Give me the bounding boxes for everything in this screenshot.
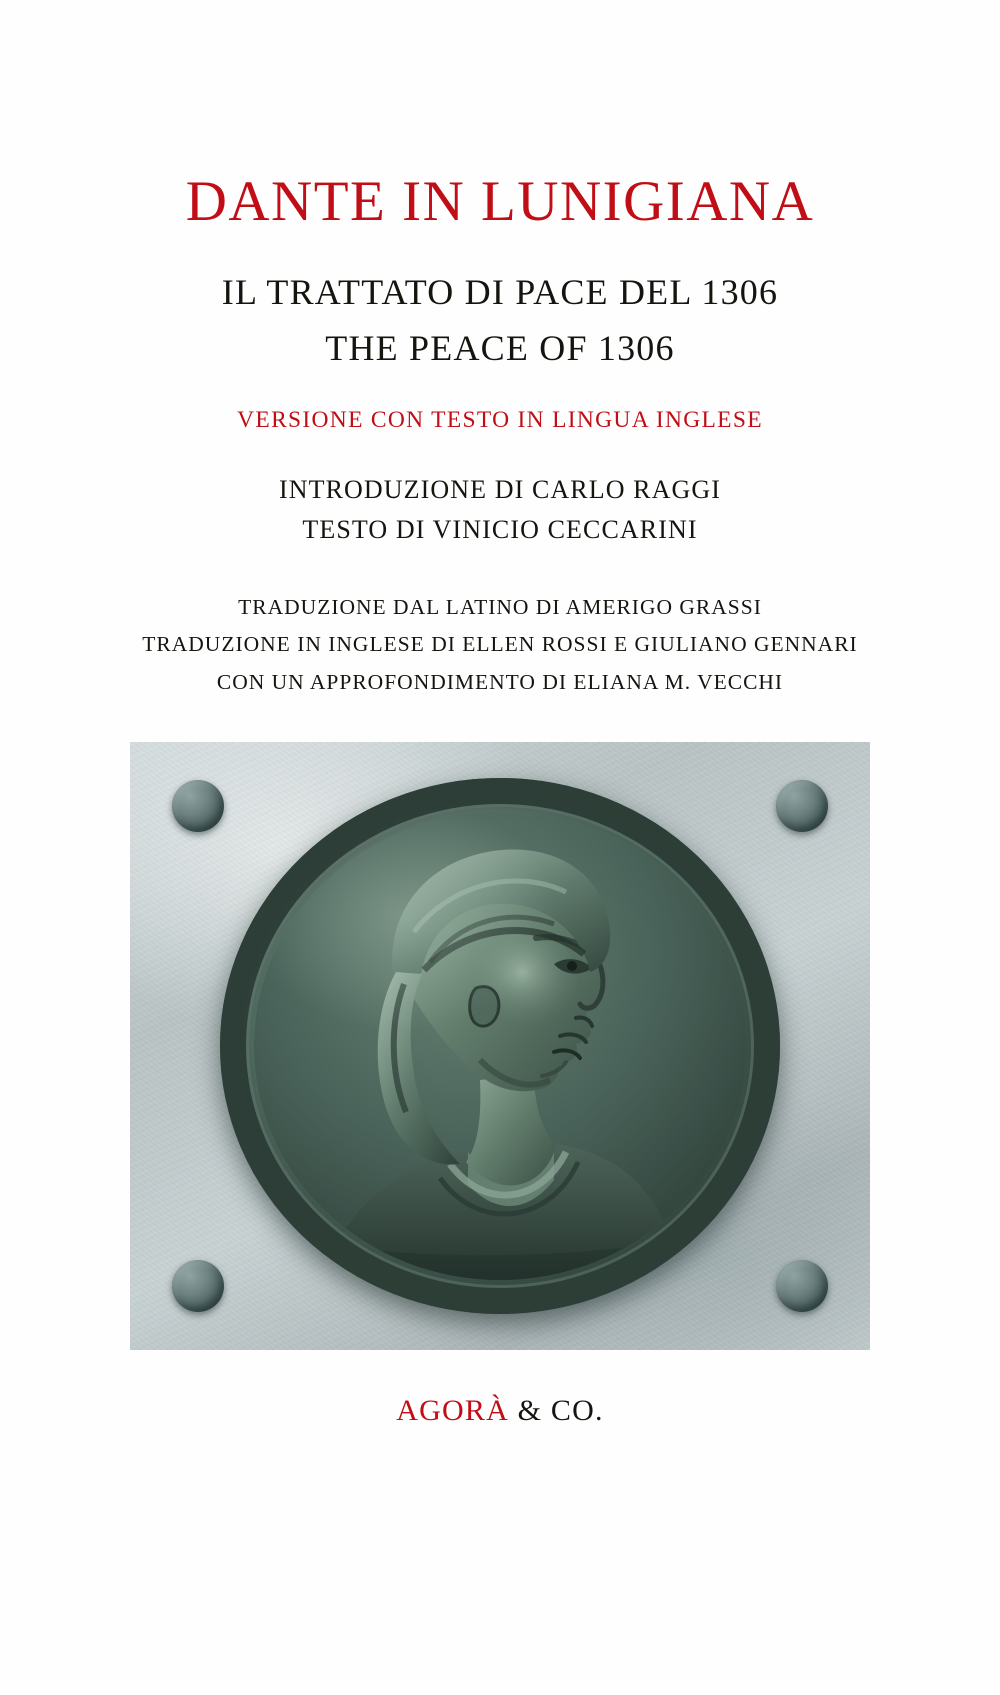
publisher-name: AGORÀ [396,1393,509,1427]
credit-english-translation: TRADUZIONE IN INGLESE DI ELLEN ROSSI E GIULIANO GENNARI [142,632,858,657]
publisher-suffix: & CO. [517,1393,604,1427]
bronze-medallion [220,778,780,1314]
cover-photo [130,742,870,1350]
edition-note: VERSIONE CON TESTO IN LINGUA INGLESE [237,407,763,434]
bolt-top-right-icon [776,780,828,832]
dante-profile-relief [254,812,746,1280]
book-title: DANTE IN LUNIGIANA [185,170,815,233]
medallion-field [254,812,746,1280]
credit-introduction: INTRODUZIONE DI CARLO RAGGI [278,475,722,505]
publisher-logo [396,1394,603,1428]
credit-essay: CON UN APPROFONDIMENTO DI ELIANA M. VECCHI [216,669,784,694]
credits-primary [279,470,721,551]
bolt-top-left-icon [172,780,224,832]
credit-text: TESTO DI VINICIO CECCARINI [302,515,698,545]
credits-secondary [142,589,857,702]
bolt-bottom-left-icon [172,1260,224,1312]
book-subtitle-block [222,268,778,373]
book-subtitle-italian: IL TRATTATO DI PACE DEL 1306 [221,271,779,312]
credit-latin-translation: TRADUZIONE DAL LATINO DI AMERIGO GRASSI [238,594,762,619]
bolt-bottom-right-icon [776,1260,828,1312]
book-subtitle-english: THE PEACE OF 1306 [325,328,675,369]
